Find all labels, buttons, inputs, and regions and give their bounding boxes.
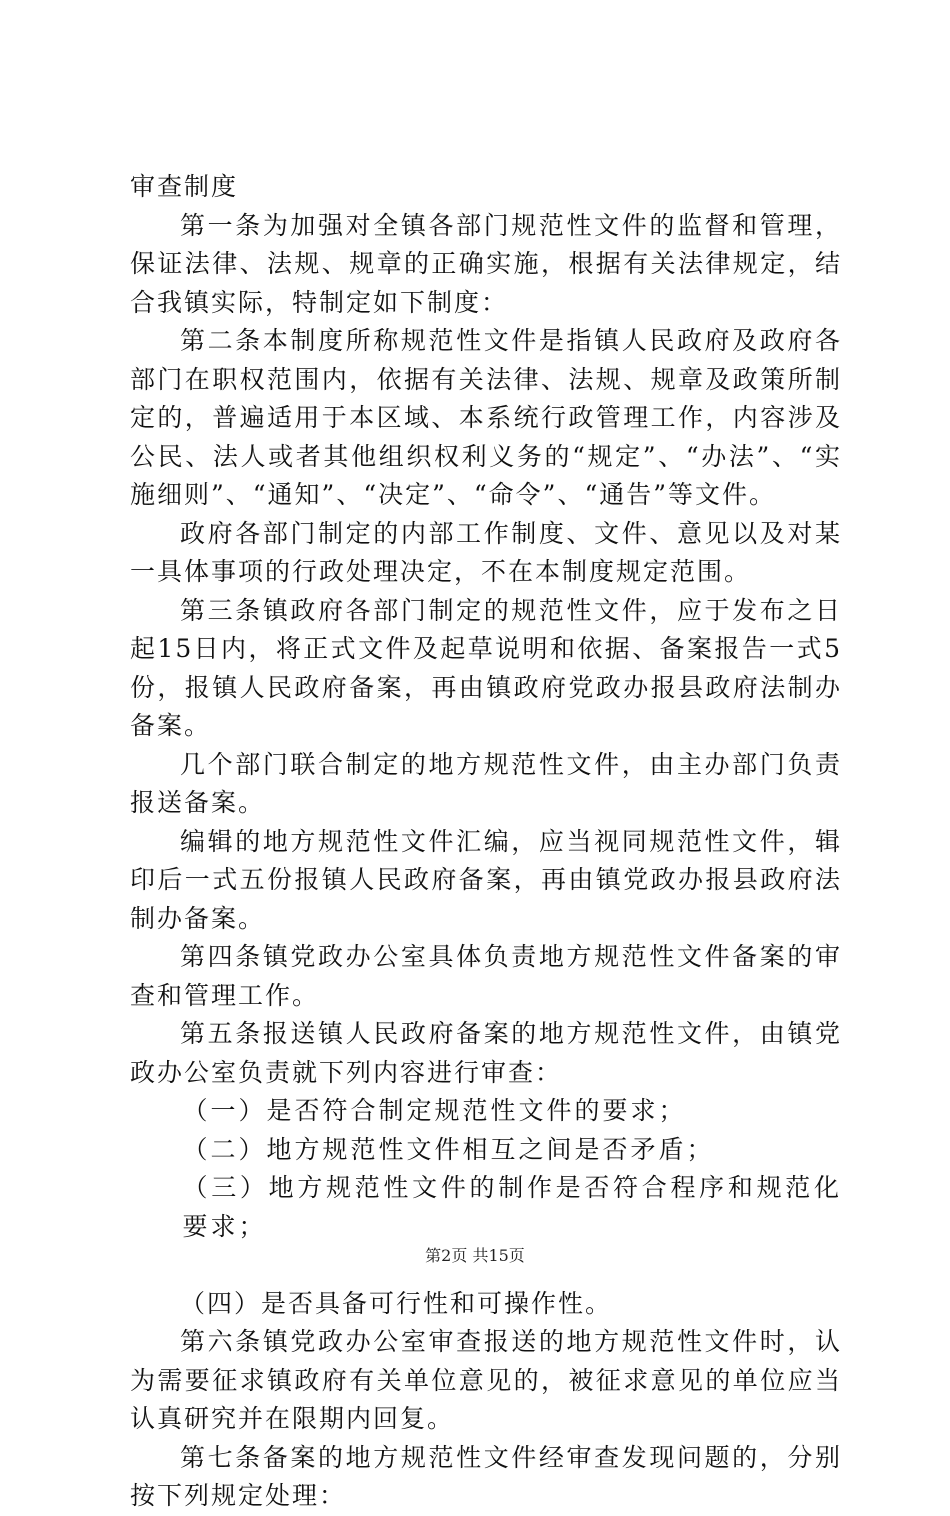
paragraph-article-6: 第六条镇党政办公室审查报送的地方规范性文件时，认为需要征求镇政府有关单位意见的，被征求意见的单位应当认真研究并在限期内回复。	[130, 1327, 842, 1433]
paragraph-article-3: 第三条镇政府各部门制定的规范性文件，应于发布之日起15日内，将正式文件及起草说明和依据、备案报告一式5份，报镇人民政府备案，再由镇政府党政办报县政府法制办备案。	[130, 595, 842, 740]
page-number-footer: 第2页 共15页	[425, 1246, 525, 1265]
paragraph-exclusion: 政府各部门制定的内部工作制度、文件、意见以及对某一具体事项的行政处理决定，不在本制度规定范围。	[130, 518, 842, 586]
list-item-4: （四）是否具备可行性和可操作性。	[180, 1288, 613, 1318]
paragraph-article-4: 第四条镇党政办公室具体负责地方规范性文件备案的审查和管理工作。	[130, 942, 842, 1010]
paragraph-article-1: 第一条为加强对全镇各部门规范性文件的监督和管理，保证法律、法规、规章的正确实施，根据有关法律规定，结合我镇实际，特制定如下制度：	[130, 210, 842, 317]
list-item-3: （三）地方规范性文件的制作是否符合程序和规范化要求；	[182, 1173, 842, 1241]
list-item-1: （一）是否符合制定规范性文件的要求；	[182, 1096, 687, 1125]
paragraph-article-7: 第七条备案的地方规范性文件经审查发现问题的，分别按下列规定处理：	[130, 1442, 842, 1510]
paragraph-joint-filing: 几个部门联合制定的地方规范性文件，由主办部门负责报送备案。	[130, 749, 842, 817]
list-item-2: （二）地方规范性文件相互之间是否矛盾；	[182, 1134, 715, 1164]
paragraph-article-2: 第二条本制度所称规范性文件是指镇人民政府及政府各部门在职权范围内，依据有关法律、法规、规章及政策所制定的，普遍适用于本区域、本系统行政管理工作，内容涉及公民、法人或者其他组织权利义务的“规定”、“办法”、“实施细则”、“通知”、“决定”、“命令”、“通告”等文件。	[130, 326, 842, 509]
document-title: 审查制度	[130, 172, 239, 201]
document-body	[130, 168, 842, 1516]
paragraph-article-5: 第五条报送镇人民政府备案的地方规范性文件，由镇党政办公室负责就下列内容进行审查：	[130, 1019, 842, 1087]
paragraph-compilation: 编辑的地方规范性文件汇编，应当视同规范性文件，辑印后一式五份报镇人民政府备案，再由镇党政办报县政府法制办备案。	[130, 826, 842, 933]
